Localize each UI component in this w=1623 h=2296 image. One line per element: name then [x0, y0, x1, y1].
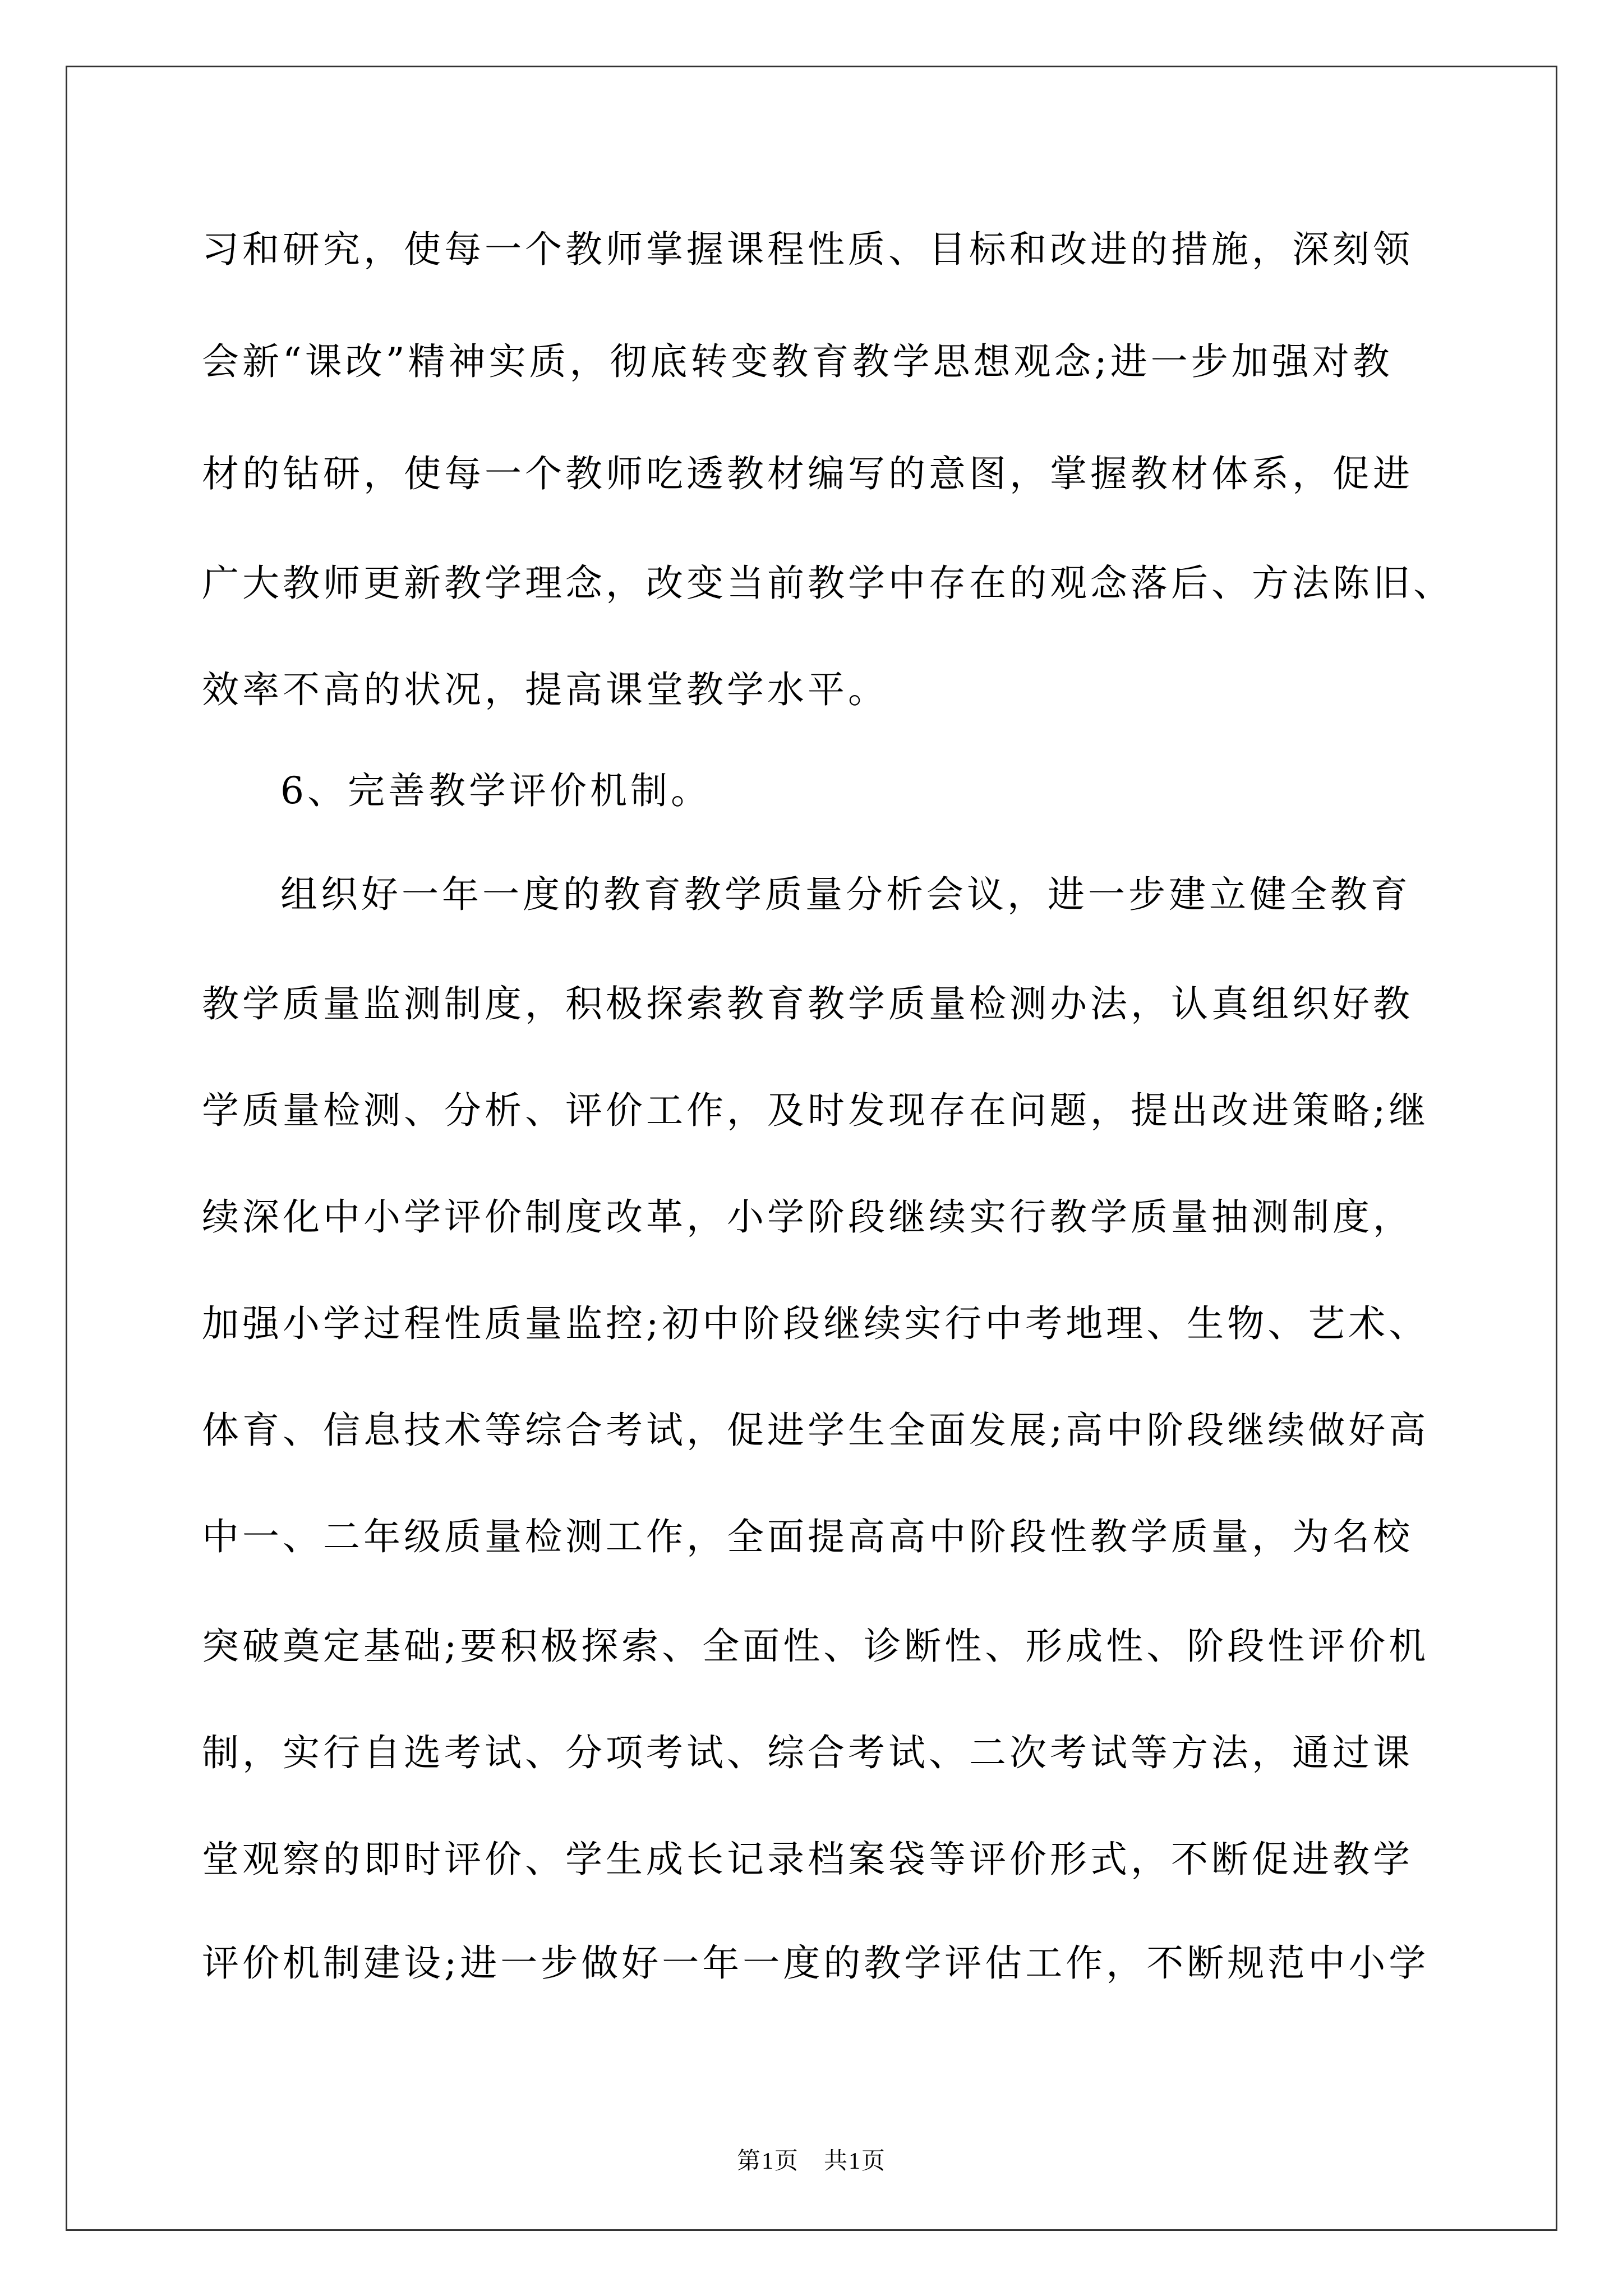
paragraph-line: 效率不高的状况，提高课堂教学水平。	[202, 668, 888, 711]
section-heading: 6、完善教学评价机制。	[280, 769, 711, 812]
paragraph-line: 中一、二年级质量检测工作，全面提高高中阶段性教学质量，为名校	[202, 1515, 1413, 1558]
paragraph-line: 广大教师更新教学理念，改变当前教学中存在的观念落后、方法陈旧、	[202, 562, 1454, 605]
paragraph-line: 堂观察的即时评价、学生成长记录档案袋等评价形式，不断促进教学	[202, 1838, 1413, 1881]
paragraph-line: 学质量检测、分析、评价工作，及时发现存在问题，提出改进策略;继	[202, 1089, 1430, 1132]
paragraph-line: 制，实行自选考试、分项考试、综合考试、二次考试等方法，通过课	[202, 1731, 1413, 1774]
page-border	[66, 66, 1557, 2231]
paragraph-line: 会新“课改”精神实质，彻底转变教育教学思想观念;进一步加强对教	[202, 340, 1393, 383]
paragraph-line: 体育、信息技术等综合考试，促进学生全面发展;高中阶段继续做好高	[202, 1409, 1430, 1452]
paragraph-line: 习和研究，使每一个教师掌握课程性质、目标和改进的措施，深刻领	[202, 228, 1413, 271]
paragraph-line: 材的钻研，使每一个教师吃透教材编写的意图，掌握教材体系，促进	[202, 452, 1413, 495]
paragraph-line: 评价机制建设;进一步做好一年一度的教学评估工作，不断规范中小学	[202, 1941, 1430, 1985]
paragraph-line: 续深化中小学评价制度改革，小学阶段继续实行教学质量抽测制度，	[202, 1195, 1413, 1239]
paragraph-line: 加强小学过程性质量监控;初中阶段继续实行中考地理、生物、艺术、	[202, 1302, 1430, 1345]
page-number-footer: 第1页 共1页	[736, 2148, 886, 2174]
paragraph-line: 突破奠定基础;要积极探索、全面性、诊断性、形成性、阶段性评价机	[202, 1625, 1430, 1668]
paragraph-line: 组织好一年一度的教育教学质量分析会议，进一步建立健全教育	[280, 873, 1411, 916]
paragraph-line: 教学质量监测制度，积极探索教育教学质量检测办法，认真组织好教	[202, 982, 1413, 1025]
